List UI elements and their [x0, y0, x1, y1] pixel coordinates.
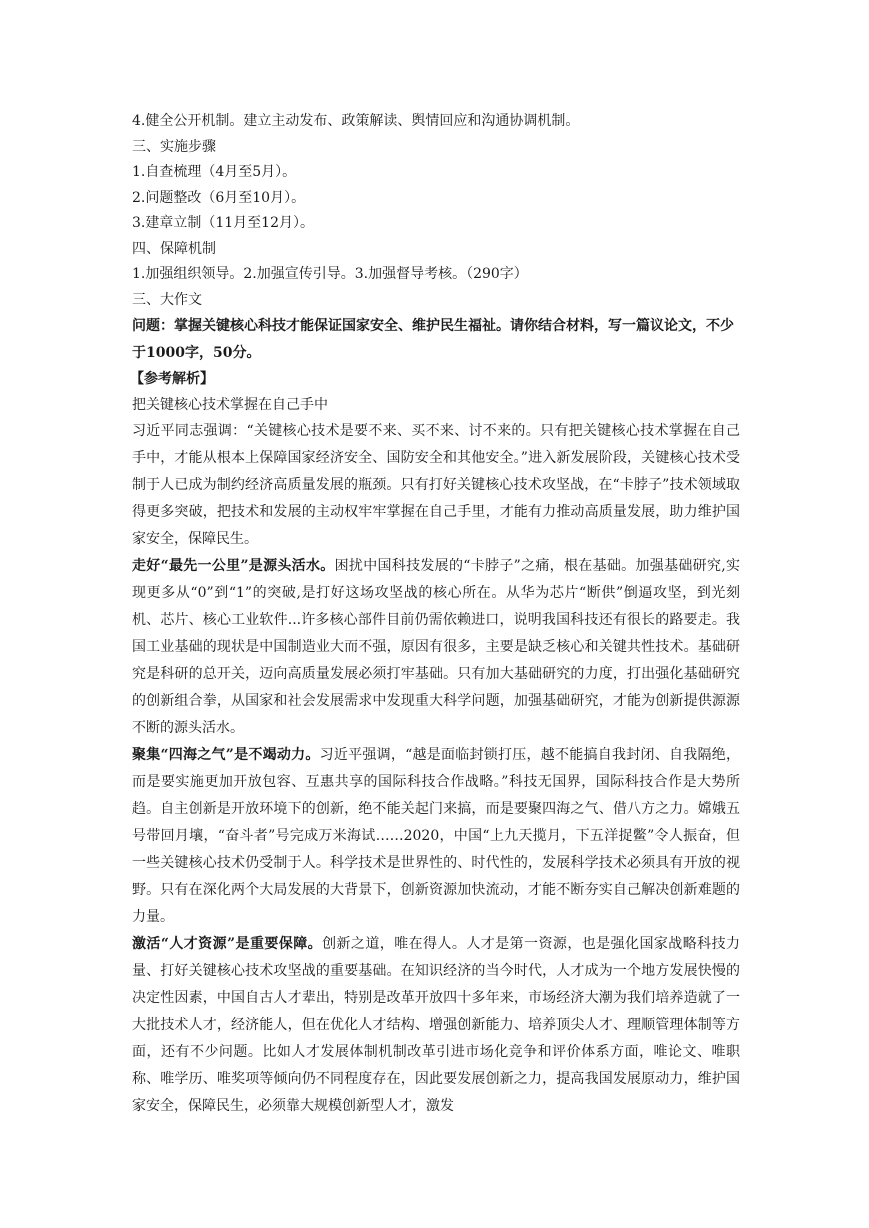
essay-title: 把关键核心技术掌握在自己手中: [132, 396, 328, 413]
text-line-step-3: 3.建章立制（11月至12月）。: [132, 215, 314, 231]
text-line-guarantee: 1.加强组织领导。2.加强宣传引导。3.加强督导考核。（290字）: [132, 266, 528, 282]
document-body: [132, 109, 740, 1120]
essay-intro-paragraph: 习近平同志强调：“关键核心技术是要不来、买不来、讨不来的。只有把关键核心技术掌握在自己手中，才能从根本上保障国家经济安全、国防安全和其他安全。”进入新发展阶段，关键核心技术受制于人已成为制约经济高质量发展的瓶颈。只有打好关键核心技术攻坚战，在“卡脖子”技术领域取得更多突破，把技术和发展的主动权牢牢掌握在自己手里，才能有力推动高质量发展，助力维护国家安全，保障民生。: [132, 423, 740, 547]
reference-heading: 【参考解析】: [130, 371, 214, 387]
paragraph-lead: 聚集“四海之气”是不竭动力。: [132, 747, 320, 763]
essay-paragraph-3: [132, 931, 740, 1120]
essay-question: 问题：掌握关键核心科技才能保证国家安全、维护民生福祉。请你结合材料，写一篇议论文，不少于1000字，50分。: [132, 318, 734, 361]
paragraph-lead: 激活“人才资源”是重要保障。: [132, 936, 323, 952]
section-heading-steps: 三、实施步骤: [132, 138, 216, 155]
text-line-1: 4.健全公开机制。建立主动发布、政策解读、舆情回应和沟通协调机制。: [132, 113, 580, 129]
paragraph-body: 习近平强调，“越是面临封锁打压，越不能搞自我封闭、自我隔绝，而是要实施更加开放包容、互惠共享的国际科技合作战略。”科技无国界，国际科技合作是大势所趋。自主创新是开放环境下的创新，绝不能关起门来搞，而是要聚四海之气、借八方之力。嫦娥五号带回月壤，“奋斗者”号完成万米海试……2020，中国“上九天揽月，下五洋捉鳖”令人振奋，但一些关键核心技术仍受制于人。科学技术是世界性的、时代性的，发展科学技术必须具有开放的视野。只有在深化两个大局发展的大背景下，创新资源加快流动，才能不断夯实自己解决创新难题的力量。: [132, 747, 741, 925]
paragraph-body: 创新之道，唯在得人。人才是第一资源，也是强化国家战略科技力量、打好关键核心技术攻坚战的重要基础。在知识经济的当今时代，人才成为一个地方发展快慢的决定性因素，中国自古人才辈出，特别是改革开放四十多年来，市场经济大潮为我们培养造就了一大批技术人才，经济能人，但在优化人才结构、增强创新能力、培养顶尖人才、理顺管理体制等方面，还有不少问题。比如人才发展体制机制改革引进市场化竞争和评价体系方面，唯论文、唯职称、唯学历、唯奖项等倾向仍不同程度存在，因此要发展创新之力，提高我国发展原动力，维护国家安全，保障民生，必须靠大规模创新型人才，激发: [132, 936, 741, 1114]
section-heading-guarantee: 四、保障机制: [132, 240, 216, 257]
essay-paragraph-1: [132, 553, 740, 742]
section-heading-essay: 三、大作文: [132, 291, 202, 308]
paragraph-lead: 走好“最先一公里”是源头活水。: [132, 558, 335, 574]
text-line-step-2: 2.问题整改（6月至10月）。: [132, 189, 306, 206]
paragraph-body: 困扰中国科技发展的“卡脖子”之痛，根在基础。加强基础研究,实现更多从“0”到“1”的突破,是打好这场攻坚战的核心所在。从华为芯片“断供”倒逼攻坚，到光刻机、芯片、核心工业软件...许多核心部件目前仍需依赖进口，说明我国科技还有很长的路要走。我国工业基础的现状是中国制造业大而不强，原因有很多，主要是缺乏核心和关键共性技术。基础研究是科研的总开关，迈向高质量发展必须打牢基础。只有加大基础研究的力度，打出强化基础研究的创新组合拳，从国家和社会发展需求中发现重大科学问题，加强基础研究，才能为创新提供源源不断的源头活水。: [132, 558, 741, 736]
text-line-step-1: 1.自查梳理（4月至5月）。: [132, 164, 297, 180]
essay-paragraph-2: [132, 742, 740, 931]
